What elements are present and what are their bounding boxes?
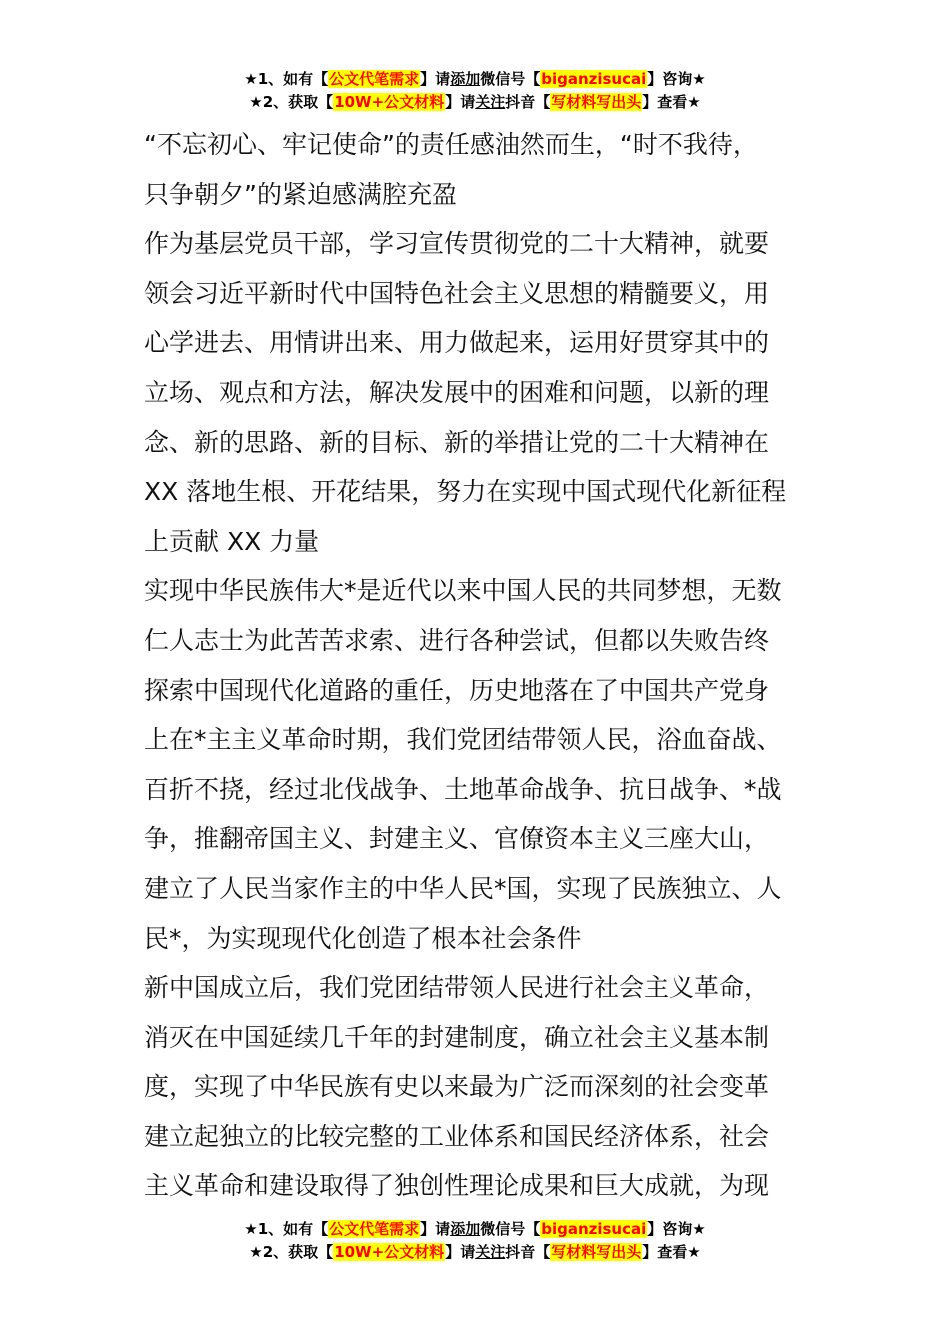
banner-text: 添加 [450,1220,481,1238]
body-text-line: 念、新的思路、新的目标、新的举措让党的二十大精神在 [144,427,770,457]
body-text-line: XX 落地生根、开花结果，努力在实现中国式现代化新征程 [144,477,787,507]
body-text-line: 争，推翻帝国主义、封建主义、官僚资本主义三座大山， [144,824,770,854]
body-text-line: 立场、观点和方法，解决发展中的困难和问题，以新的理 [144,377,770,407]
banner-text: 】咨询★ [647,70,706,88]
banner-text: ★2、获取【 [249,93,334,111]
banner-text: 关注 [475,93,506,111]
body-text-line: 心学进去、用情讲出来、用力做起来，运用好贯穿其中的 [144,328,770,358]
document-body [144,120,834,1212]
banner-text: 添加 [450,70,481,88]
highlight-service: 公文代笔需求 [329,1220,420,1238]
body-text-line: 上贡献 XX 力量 [144,526,320,556]
highlight-douyin: 写材料写出头 [551,93,642,111]
body-text-line: 探索中国现代化道路的重任，历史地落在了中国共产党身 [144,675,770,705]
highlight-materials: 10W+公文材料 [334,93,445,111]
banner-text: 抖音【 [505,1243,551,1261]
body-text-line: 建立起独立的比较完整的工业体系和国民经济体系，社会 [144,1121,770,1151]
highlight-service: 公文代笔需求 [329,70,420,88]
highlight-wechat-id: biganzisucai [541,70,647,88]
body-text-line: 作为基层党员干部，学习宣传贯彻党的二十大精神，就要 [144,229,770,259]
banner-text: 】请 [445,93,476,111]
body-text-line: 领会习近平新时代中国特色社会主义思想的精髓要义，用 [144,278,770,308]
banner-text: 关注 [475,1243,506,1261]
banner-text: 】咨询★ [647,1220,706,1238]
highlight-douyin: 写材料写出头 [551,1243,642,1261]
body-text-line: 建立了人民当家作主的中华人民*国，实现了民族独立、人 [144,873,782,903]
body-text-line: 新中国成立后，我们党团结带领人民进行社会主义革命， [144,973,770,1003]
banner-text: 】请 [420,1220,451,1238]
body-text-line: 度，实现了中华民族有史以来最为广泛而深刻的社会变革 [144,1072,770,1102]
banner-text: 微信号【 [480,70,541,88]
banner-text: ★1、如有【 [244,70,329,88]
banner-text: ★2、获取【 [249,1243,334,1261]
body-text-line: 百折不挠，经过北伐战争、土地革命战争、抗日战争、*战 [144,774,782,804]
banner-line-2 [0,91,950,114]
body-text-line: 仁人志士为此苦苦求索、进行各种尝试，但都以失败告终 [144,625,770,655]
banner-text: 微信号【 [480,1220,541,1238]
footer-banner [0,1218,950,1264]
header-banner [0,68,950,114]
banner-line-1 [0,1218,950,1241]
body-text-line: 民*，为实现现代化创造了根本社会条件 [144,923,582,953]
banner-text: 抖音【 [505,93,551,111]
body-text-line: 实现中华民族伟大*是近代以来中国人民的共同梦想，无数 [144,576,782,606]
body-text-line: “不忘初心、牢记使命”的责任感油然而生，“时不我待， [144,130,758,159]
banner-text: ★1、如有【 [244,1220,329,1238]
banner-text: 】请 [445,1243,476,1261]
banner-line-1 [0,68,950,91]
body-text-line: 主义革命和建设取得了独创性理论成果和巨大成就，为现 [144,1171,770,1201]
banner-text: 】查看★ [642,93,701,111]
body-text-line: 消灭在中国延续几千年的封建制度，确立社会主义基本制 [144,1022,770,1052]
banner-text: 】请 [420,70,451,88]
banner-line-2 [0,1241,950,1264]
banner-text: 】查看★ [642,1243,701,1261]
body-text-line: 上在*主主义革命时期，我们党团结带领人民，浴血奋战、 [144,725,782,755]
highlight-materials: 10W+公文材料 [334,1243,445,1261]
body-text-line: 只争朝夕”的紧迫感满腔充盈 [144,179,457,209]
highlight-wechat-id: biganzisucai [541,1220,647,1238]
